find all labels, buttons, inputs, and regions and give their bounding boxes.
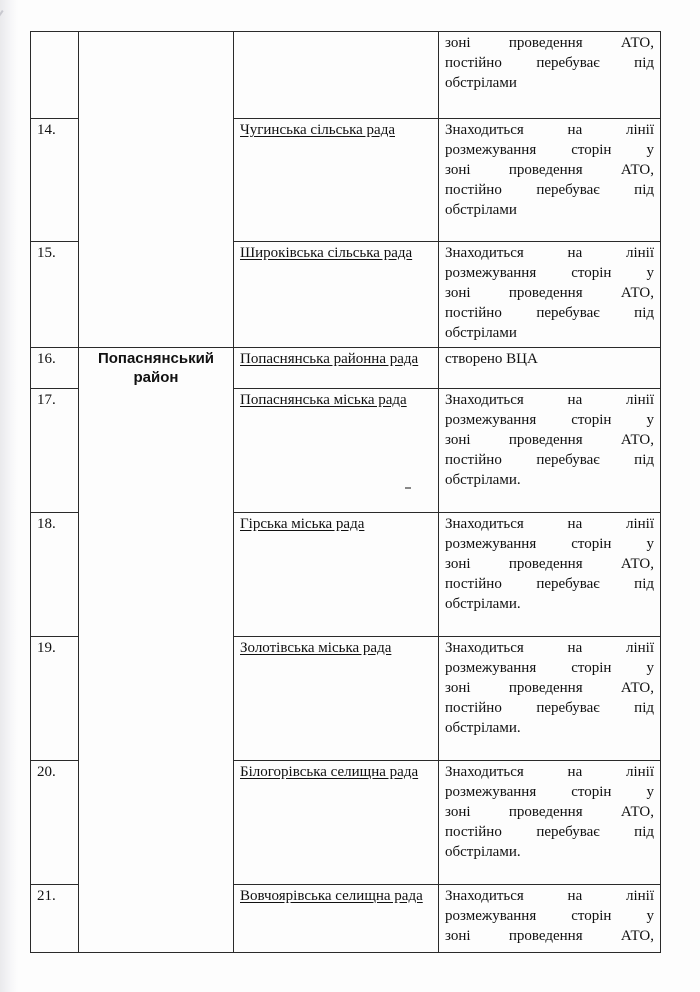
row-number: 18. (31, 513, 79, 637)
council-name (234, 32, 439, 119)
status-text: Знаходиться на лінії розмежування сторін у зоні проведення АТО, постійно перебуває під обстрілами. (439, 389, 661, 513)
table-row (31, 32, 661, 119)
council-name: Чугинська сільська рада (234, 119, 439, 242)
council-name: Попаснянська міська рада (234, 389, 439, 513)
status-text: зоні проведення АТО, постійно перебуває під обстрілами (439, 32, 661, 119)
councils-table (30, 31, 661, 953)
scan-edge-shadow (0, 0, 18, 992)
table-row (31, 348, 661, 389)
status-text: Знаходиться на лінії розмежування сторін у зоні проведення АТО, (439, 885, 661, 953)
row-number: 16. (31, 348, 79, 389)
row-number (31, 32, 79, 119)
status-text: Знаходиться на лінії розмежування сторін у зоні проведення АТО, постійно перебуває під обстрілами. (439, 513, 661, 637)
council-name: Гірська міська рада (234, 513, 439, 637)
row-number: 21. (31, 885, 79, 953)
scan-speck (405, 487, 411, 489)
status-text: Знаходиться на лінії розмежування сторін у зоні проведення АТО, постійно перебуває під обстрілами. (439, 637, 661, 761)
row-number: 14. (31, 119, 79, 242)
row-number: 17. (31, 389, 79, 513)
district-name (79, 32, 234, 348)
council-name: Золотівська міська рада (234, 637, 439, 761)
council-name: Білогорівська селищна рада (234, 761, 439, 885)
row-number: 19. (31, 637, 79, 761)
status-text: Знаходиться на лінії розмежування сторін у зоні проведення АТО, постійно перебуває під обстрілами (439, 119, 661, 242)
council-name: Вовчоярівська селищна рада (234, 885, 439, 953)
status-text: Знаходиться на лінії розмежування сторін у зоні проведення АТО, постійно перебуває під обстрілами. (439, 761, 661, 885)
council-name: Попаснянська районна рада (234, 348, 439, 389)
row-number: 20. (31, 761, 79, 885)
row-number: 15. (31, 242, 79, 348)
council-name: Широківська сільська рада (234, 242, 439, 348)
status-text: створено ВЦА (439, 348, 661, 389)
status-text: Знаходиться на лінії розмежування сторін у зоні проведення АТО, постійно перебуває під обстрілами (439, 242, 661, 348)
district-name: Попаснянський район (79, 348, 234, 953)
